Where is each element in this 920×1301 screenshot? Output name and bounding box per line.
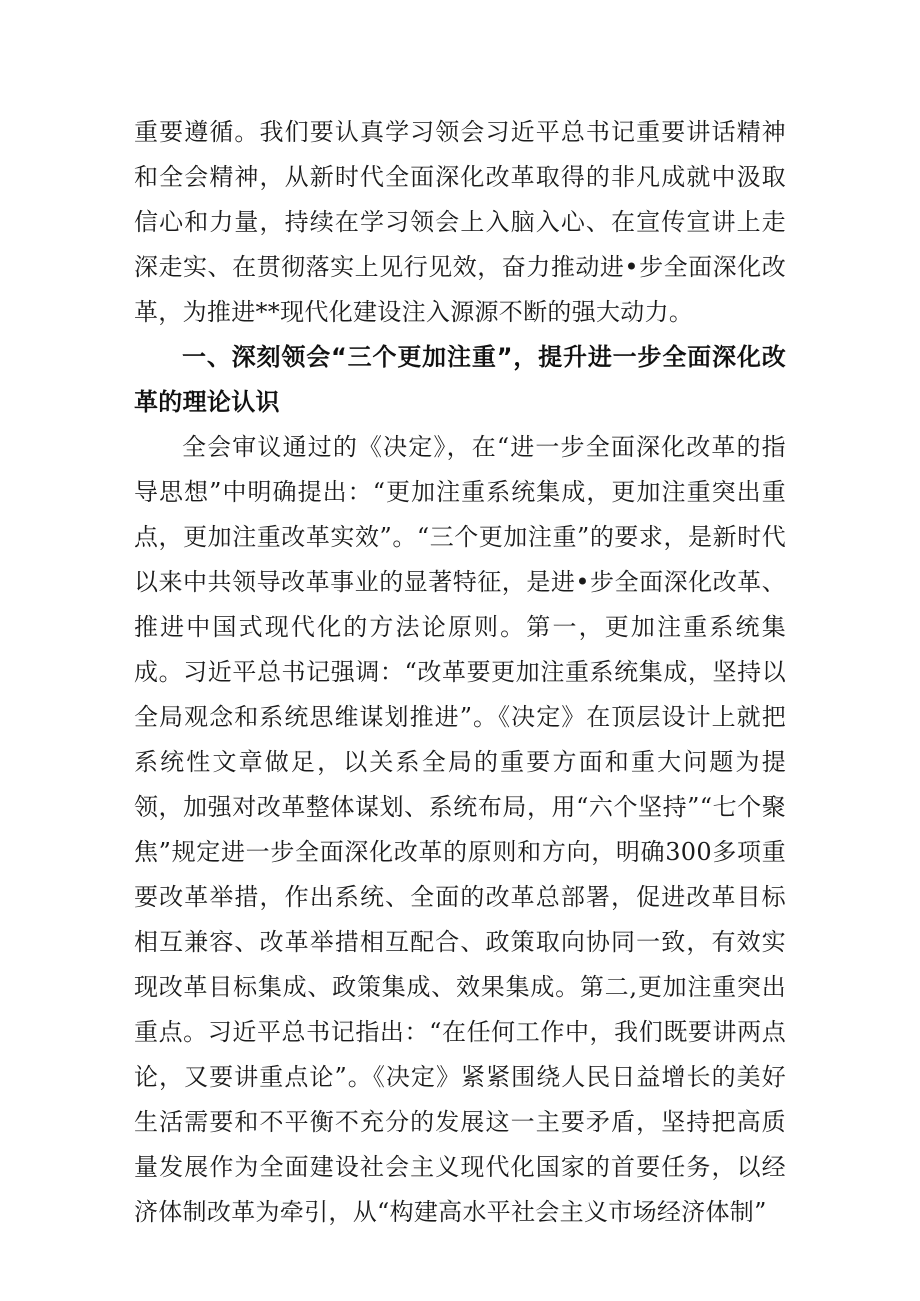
- paragraph-continuation: 重要遵循。我们要认真学习领会习近平总书记重要讲话精神和全会精神，从新时代全面深化改革取得的非凡成就中汲取信心和力量，持续在学习领会上入脑入心、在宣传宣讲上走深走实、在贯彻落实上见行见效，奋力推动进•步全面深化改革，为推进**现代化建设注入源源不断的强大动力。: [134, 118, 786, 326]
- document-body: [134, 110, 786, 1235]
- paragraph-body: 全会审议通过的《决定》，在“进一步全面深化改革的指导思想”中明确提出：“更加注重系统集成，更加注重突出重点，更加注重改革实效”。“三个更加注重”的要求，是新时代以来中共领导改革事业的显著特征，是进•步全面深化改革、推进中国式现代化的方法论原则。第一，更加注重系统集成。习近平总书记强调：“改革要更加注重系统集成，坚持以全局观念和系统思维谋划推进”。《决定》在顶层设计上就把系统性文章做足，以关系全局的重要方面和重大问题为提领，加强对改革整体谋划、系统布局，用“六个坚持”“七个聚焦”规定进一步全面深化改革的原则和方向，明确300多项重要改革举措，作出系统、全面的改革总部署，促进改革目标相互兼容、改革举措相互配合、政策取向协同一致，有效实现改革目标集成、政策集成、效果集成。第二,更加注重突出重点。习近平总书记指出：“在任何工作中，我们既要讲两点论，又要讲重点论”。《决定》紧紧围绕人民日益增长的美好生活需要和不平衡不充分的发展这一主要矛盾，坚持把高质量发展作为全面建设社会主义现代化国家的首要任务，以经济体制改革为牵引，从“构建高水平社会主义市场经济体制”: [134, 433, 786, 1226]
- section-heading: 一、深刻领会“三个更加注重”，提升进一步全面深化改革的理论认识: [134, 343, 786, 416]
